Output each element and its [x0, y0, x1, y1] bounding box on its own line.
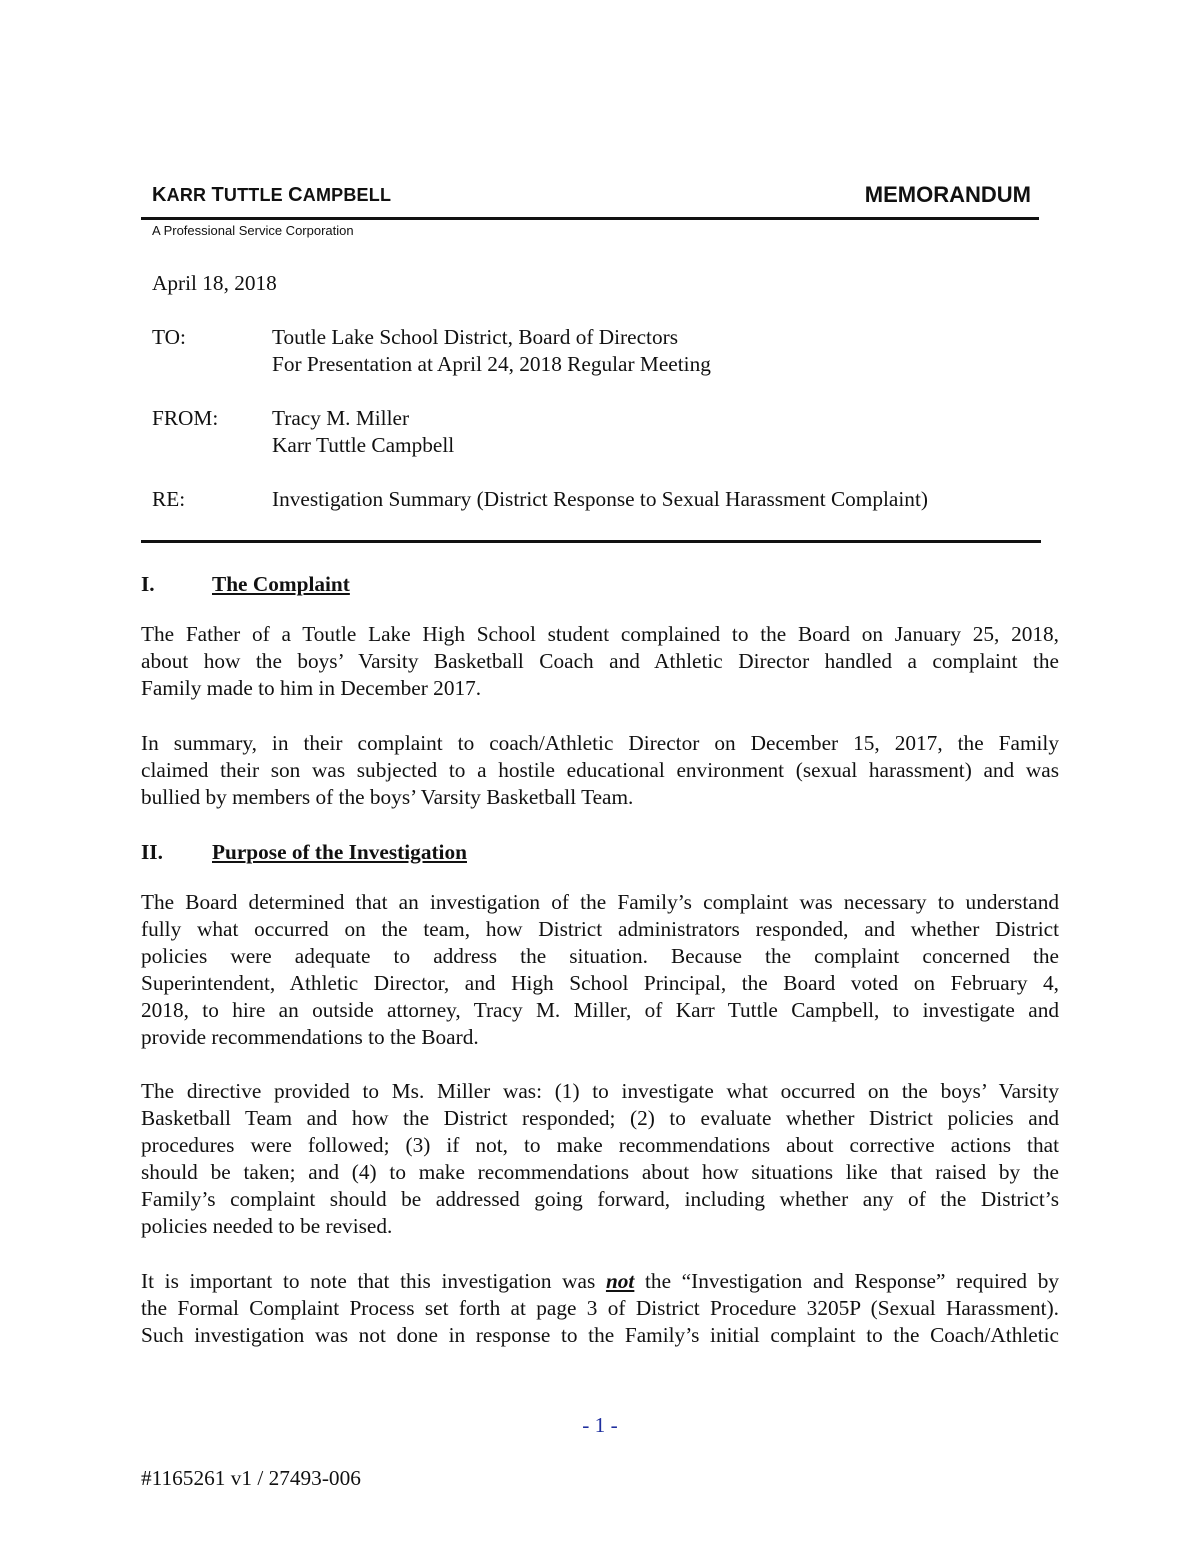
paragraph — [141, 730, 1059, 811]
paragraph-line: bullied by members of the boys’ Varsity Basketball Team. — [141, 785, 634, 809]
from-value — [272, 405, 454, 459]
header-divider — [141, 217, 1039, 220]
re-value — [272, 486, 928, 513]
paragraph-line: The Board determined that an investigation of the Family’s complaint was necessary to understand — [141, 890, 1059, 914]
paragraph-line: Basketball Team and how the District responded; (2) to evaluate whether District policies and — [141, 1106, 1059, 1130]
re-label: RE: — [152, 487, 186, 511]
paragraph — [141, 1078, 1059, 1240]
paragraph-line: procedures were followed; (3) if not, to make recommendations about corrective actions that — [141, 1133, 1059, 1157]
to-value — [272, 324, 711, 378]
paragraph-line: The Father of a Toutle Lake High School student complained to the Board on January 25, 2018, — [141, 622, 1059, 646]
section-number: II. — [141, 840, 163, 864]
paragraph-line: provide recommendations to the Board. — [141, 1025, 479, 1049]
paragraph-line: Family made to him in December 2017. — [141, 676, 482, 700]
paragraph-line: Superintendent, Athletic Director, and High School Principal, the Board voted on February 4, — [141, 971, 1059, 995]
paragraph — [141, 1268, 1059, 1349]
paragraph-line: It is important to note that this investigation was not the “Investigation and Response” required by — [141, 1269, 1059, 1293]
paragraph-line: Such investigation was not done in response to the Family’s initial complaint to the Coach/Athletic — [141, 1323, 1059, 1347]
firm-name: KARR TUTTLE CAMPBELL — [152, 184, 392, 206]
paragraph-line: claimed their son was subjected to a hostile educational environment (sexual harassment) and was — [141, 758, 1059, 782]
from-line: Tracy M. Miller — [272, 406, 410, 430]
firm-subtitle: A Professional Service Corporation — [152, 223, 354, 238]
paragraph-line: The directive provided to Ms. Miller was: (1) to investigate what occurred on the boys’ Varsity — [141, 1079, 1059, 1103]
paragraph-line: policies were adequate to address the situation. Because the complaint concerned the — [141, 944, 1059, 968]
memo-header-divider — [141, 540, 1041, 543]
emphasis-not: not — [605, 1269, 635, 1293]
memo-date: April 18, 2018 — [152, 271, 277, 295]
paragraph-line: should be taken; and (4) to make recommendations about how situations like that raised by the — [141, 1160, 1059, 1184]
paragraph-line: fully what occurred on the team, how District administrators responded, and whether District — [141, 917, 1059, 941]
section-title: Purpose of the Investigation — [212, 840, 467, 864]
paragraph-line: Family’s complaint should be addressed going forward, including whether any of the District’s — [141, 1187, 1059, 1211]
paragraph-line: about how the boys’ Varsity Basketball Coach and Athletic Director handled a complaint the — [141, 649, 1059, 673]
from-label: FROM: — [152, 406, 219, 430]
paragraph-line: In summary, in their complaint to coach/Athletic Director on December 15, 2017, the Family — [141, 731, 1059, 755]
paragraph — [141, 621, 1059, 702]
to-label: TO: — [152, 325, 186, 349]
paragraph-line: the Formal Complaint Process set forth at page 3 of District Procedure 3205P (Sexual Harassment). — [141, 1296, 1059, 1320]
section-number: I. — [141, 572, 155, 596]
page-number: - 1 - — [582, 1413, 618, 1437]
re-line: Investigation Summary (District Response to Sexual Harassment Complaint) — [272, 487, 928, 511]
paragraph-line: policies needed to be revised. — [141, 1214, 393, 1238]
from-line: Karr Tuttle Campbell — [272, 433, 455, 457]
to-line: Toutle Lake School District, Board of Directors — [272, 325, 679, 349]
document-id: #1165261 v1 / 27493-006 — [141, 1466, 361, 1490]
document-type-title: MEMORANDUM — [864, 182, 1031, 207]
to-line: For Presentation at April 24, 2018 Regular Meeting — [272, 352, 711, 376]
paragraph — [141, 889, 1059, 1051]
section-title: The Complaint — [212, 572, 350, 596]
paragraph-line: 2018, to hire an outside attorney, Tracy M. Miller, of Karr Tuttle Campbell, to investigate and — [141, 998, 1059, 1022]
